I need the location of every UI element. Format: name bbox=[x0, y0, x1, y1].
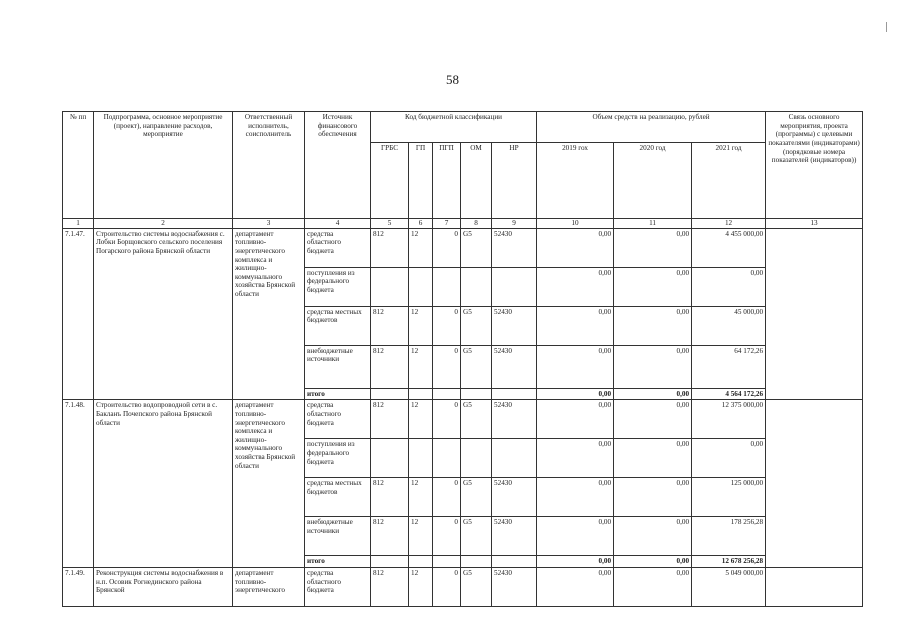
table-row bbox=[63, 400, 863, 439]
source-cell: средства областного бюджета bbox=[305, 228, 371, 267]
grbs-cell: 812 bbox=[371, 345, 409, 388]
om-cell bbox=[461, 267, 492, 306]
index-cell: 5 bbox=[371, 219, 409, 229]
gp-cell: 12 bbox=[409, 228, 433, 267]
value-2019: 0,00 bbox=[537, 345, 614, 388]
header-gp: ГП bbox=[409, 143, 433, 219]
source-cell: внебюджетные источники bbox=[305, 517, 371, 556]
empty-cell bbox=[492, 388, 537, 400]
scan-edge-mark bbox=[886, 22, 887, 32]
item-number: 7.1.49. bbox=[63, 567, 94, 606]
link-cell bbox=[766, 567, 863, 606]
om-cell: G5 bbox=[461, 228, 492, 267]
om-cell: G5 bbox=[461, 345, 492, 388]
om-cell: G5 bbox=[461, 517, 492, 556]
np-cell bbox=[492, 439, 537, 478]
empty-cell bbox=[409, 556, 433, 568]
page-number: 58 bbox=[446, 72, 459, 87]
header-volume: Объем средств на реализацию, рублей bbox=[537, 112, 766, 143]
header-om: ОМ bbox=[461, 143, 492, 219]
header-executor: Ответственный исполнитель, соисполнитель bbox=[233, 112, 305, 219]
link-cell bbox=[766, 400, 863, 568]
index-row bbox=[63, 219, 863, 229]
value-2019: 0,00 bbox=[537, 517, 614, 556]
header-pgp: ПГП bbox=[433, 143, 461, 219]
header-budget-code: Код бюджетной классификации bbox=[371, 112, 537, 143]
source-cell: поступления из федерального бюджета bbox=[305, 267, 371, 306]
value-2021: 125 000,00 bbox=[692, 478, 766, 517]
value-2021: 4 455 000,00 bbox=[692, 228, 766, 267]
grbs-cell: 812 bbox=[371, 306, 409, 345]
np-cell: 52430 bbox=[492, 517, 537, 556]
grbs-cell: 812 bbox=[371, 228, 409, 267]
index-cell: 12 bbox=[692, 219, 766, 229]
pgp-cell: 0 bbox=[433, 517, 461, 556]
grbs-cell bbox=[371, 267, 409, 306]
pgp-cell: 0 bbox=[433, 400, 461, 439]
value-2020: 0,00 bbox=[614, 517, 692, 556]
header-np: НР bbox=[492, 143, 537, 219]
source-cell: средства местных бюджетов bbox=[305, 306, 371, 345]
gp-cell bbox=[409, 439, 433, 478]
gp-cell: 12 bbox=[409, 400, 433, 439]
header-row bbox=[63, 112, 863, 143]
value-2019: 0,00 bbox=[537, 567, 614, 606]
grbs-cell: 812 bbox=[371, 478, 409, 517]
gp-cell: 12 bbox=[409, 306, 433, 345]
gp-cell: 12 bbox=[409, 567, 433, 606]
value-2021: 64 172,26 bbox=[692, 345, 766, 388]
source-cell: средства областного бюджета bbox=[305, 400, 371, 439]
index-cell: 10 bbox=[537, 219, 614, 229]
value-2021: 12 375 000,00 bbox=[692, 400, 766, 439]
om-cell: G5 bbox=[461, 400, 492, 439]
value-2020: 0,00 bbox=[614, 439, 692, 478]
value-2021: 45 000,00 bbox=[692, 306, 766, 345]
index-cell: 11 bbox=[614, 219, 692, 229]
total-label: итого bbox=[305, 388, 371, 400]
header-2020: 2020 год bbox=[614, 143, 692, 219]
index-cell: 9 bbox=[492, 219, 537, 229]
source-cell: средства местных бюджетов bbox=[305, 478, 371, 517]
empty-cell bbox=[371, 556, 409, 568]
value-2019: 0,00 bbox=[537, 228, 614, 267]
index-cell: 1 bbox=[63, 219, 94, 229]
om-cell: G5 bbox=[461, 306, 492, 345]
pgp-cell bbox=[433, 267, 461, 306]
total-label: итого bbox=[305, 556, 371, 568]
grbs-cell bbox=[371, 439, 409, 478]
total-2020: 0,00 bbox=[614, 388, 692, 400]
item-number: 7.1.47. bbox=[63, 228, 94, 400]
header-num: № пп bbox=[63, 112, 94, 219]
header-source: Источник финансового обеспечения bbox=[305, 112, 371, 219]
source-cell: внебюджетные источники bbox=[305, 345, 371, 388]
value-2021: 5 049 000,00 bbox=[692, 567, 766, 606]
header-link: Связь основного мероприятия, проекта (программы) с целевыми показателями (индикаторами) (порядковые номера показателей (индикаторов)) bbox=[766, 112, 863, 219]
value-2021: 0,00 bbox=[692, 439, 766, 478]
gp-cell: 12 bbox=[409, 478, 433, 517]
header-2019: 2019 гох bbox=[537, 143, 614, 219]
value-2019: 0,00 bbox=[537, 267, 614, 306]
total-2021: 4 564 172,26 bbox=[692, 388, 766, 400]
value-2019: 0,00 bbox=[537, 478, 614, 517]
value-2020: 0,00 bbox=[614, 267, 692, 306]
item-name: Строительство водопроводной сети в с. Бакланъ Почепского района Брянской области bbox=[94, 400, 233, 568]
empty-cell bbox=[433, 556, 461, 568]
empty-cell bbox=[433, 388, 461, 400]
item-executor: департамент топливно-энергетического bbox=[233, 567, 305, 606]
index-cell: 6 bbox=[409, 219, 433, 229]
np-cell: 52430 bbox=[492, 478, 537, 517]
index-cell: 3 bbox=[233, 219, 305, 229]
total-2019: 0,00 bbox=[537, 388, 614, 400]
source-cell: поступления из федерального бюджета bbox=[305, 439, 371, 478]
value-2020: 0,00 bbox=[614, 345, 692, 388]
value-2020: 0,00 bbox=[614, 306, 692, 345]
table-row bbox=[63, 567, 863, 606]
value-2020: 0,00 bbox=[614, 567, 692, 606]
total-2019: 0,00 bbox=[537, 556, 614, 568]
value-2019: 0,00 bbox=[537, 400, 614, 439]
item-name: Строительство системы водоснабжения с. Лобки Борщовского сельского поселения Погарского района Брянской области bbox=[94, 228, 233, 400]
source-cell: средства областного бюджета bbox=[305, 567, 371, 606]
empty-cell bbox=[461, 388, 492, 400]
index-cell: 13 bbox=[766, 219, 863, 229]
value-2019: 0,00 bbox=[537, 306, 614, 345]
item-executor: департамент топливно-энергетического комплекса и жилищно-коммунального хозяйства Брянской области bbox=[233, 400, 305, 568]
om-cell bbox=[461, 439, 492, 478]
index-cell: 4 bbox=[305, 219, 371, 229]
index-cell: 2 bbox=[94, 219, 233, 229]
header-subprogram: Подпрограмма, основное мероприятие (проект), направление расходов, мероприятие bbox=[94, 112, 233, 219]
gp-cell: 12 bbox=[409, 517, 433, 556]
empty-cell bbox=[409, 388, 433, 400]
pgp-cell: 0 bbox=[433, 306, 461, 345]
grbs-cell: 812 bbox=[371, 400, 409, 439]
pgp-cell: 0 bbox=[433, 567, 461, 606]
grbs-cell: 812 bbox=[371, 517, 409, 556]
pgp-cell: 0 bbox=[433, 345, 461, 388]
pgp-cell: 0 bbox=[433, 478, 461, 517]
gp-cell: 12 bbox=[409, 345, 433, 388]
link-cell bbox=[766, 228, 863, 400]
om-cell: G5 bbox=[461, 478, 492, 517]
om-cell: G5 bbox=[461, 567, 492, 606]
empty-cell bbox=[461, 556, 492, 568]
value-2021: 178 256,28 bbox=[692, 517, 766, 556]
header-grbs: ГРБС bbox=[371, 143, 409, 219]
item-name: Реконструкция системы водоснабжения в н.п. Осовик Рогнединского района Брянской bbox=[94, 567, 233, 606]
np-cell: 52430 bbox=[492, 567, 537, 606]
index-cell: 7 bbox=[433, 219, 461, 229]
empty-cell bbox=[492, 556, 537, 568]
budget-table bbox=[62, 111, 863, 607]
np-cell: 52430 bbox=[492, 400, 537, 439]
pgp-cell: 0 bbox=[433, 228, 461, 267]
np-cell bbox=[492, 267, 537, 306]
value-2020: 0,00 bbox=[614, 228, 692, 267]
item-executor: департамент топливно-энергетического комплекса и жилищно-коммунального хозяйства Брянской области bbox=[233, 228, 305, 400]
value-2020: 0,00 bbox=[614, 478, 692, 517]
total-2021: 12 678 256,28 bbox=[692, 556, 766, 568]
total-2020: 0,00 bbox=[614, 556, 692, 568]
item-number: 7.1.48. bbox=[63, 400, 94, 568]
table-row bbox=[63, 228, 863, 267]
grbs-cell: 812 bbox=[371, 567, 409, 606]
index-cell: 8 bbox=[461, 219, 492, 229]
empty-cell bbox=[371, 388, 409, 400]
pgp-cell bbox=[433, 439, 461, 478]
value-2019: 0,00 bbox=[537, 439, 614, 478]
np-cell: 52430 bbox=[492, 228, 537, 267]
value-2021: 0,00 bbox=[692, 267, 766, 306]
value-2020: 0,00 bbox=[614, 400, 692, 439]
header-2021: 2021 год bbox=[692, 143, 766, 219]
np-cell: 52430 bbox=[492, 345, 537, 388]
np-cell: 52430 bbox=[492, 306, 537, 345]
gp-cell bbox=[409, 267, 433, 306]
